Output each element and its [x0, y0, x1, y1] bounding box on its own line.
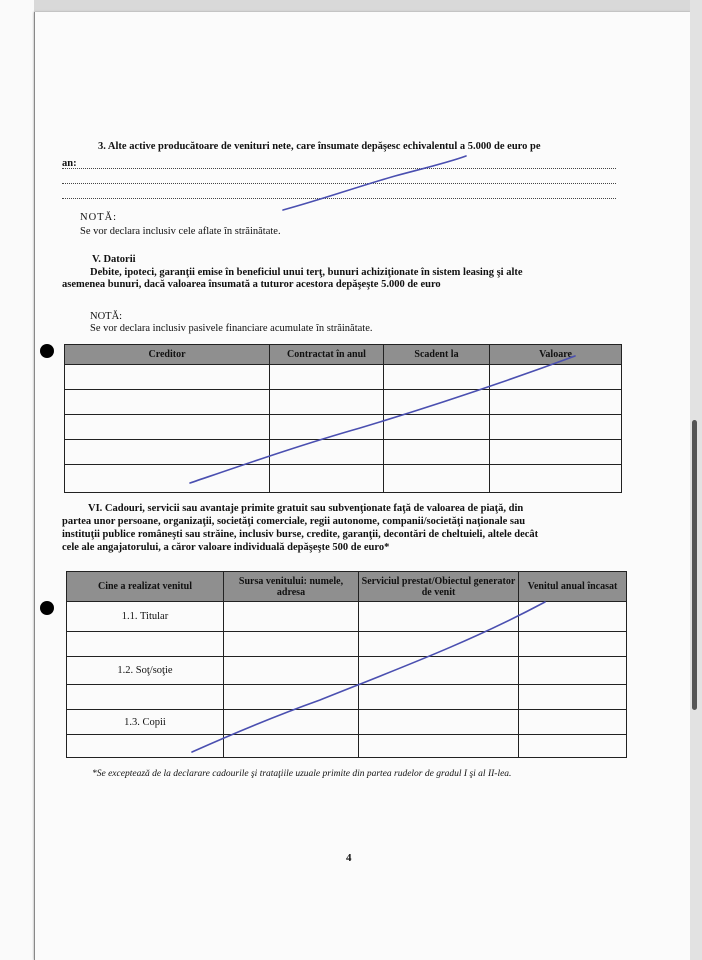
- col-header: Scadent la: [384, 345, 490, 365]
- nota-label: NOTĂ:: [90, 311, 123, 322]
- nota-label: NOTĂ:: [80, 212, 118, 223]
- scrollbar-thumb[interactable]: [692, 420, 697, 710]
- section6-line: instituţii publice româneşti sau străine, inclusiv burse, credite, garanţii, decontări de cheltuieli, altele decât: [62, 529, 539, 540]
- page-number: 4: [346, 852, 352, 864]
- table-row: [65, 365, 622, 390]
- table-row: [65, 390, 622, 415]
- table-row: [67, 657, 627, 685]
- datorii-table: [64, 344, 622, 493]
- footnote: *Se exceptează de la declarare cadourile şi trataţiile uzuale primite din partea rudelor de gradul I şi al II-lea.: [92, 769, 512, 779]
- col-header: Sursa venitului: numele, adresa: [224, 572, 359, 602]
- table-row: [65, 440, 622, 465]
- cadouri-table: [66, 571, 627, 758]
- bullet-marker: [40, 344, 54, 358]
- col-header: Contractat în anul: [270, 345, 384, 365]
- col-header: Cine a realizat venitul: [67, 572, 224, 602]
- nota-text: Se vor declara inclusiv cele aflate în străinătate.: [80, 226, 281, 237]
- table-row: [67, 632, 627, 657]
- row-label-sot: 1.2. Soţ/soţie: [67, 657, 224, 685]
- dotted-line: [62, 168, 616, 169]
- table-row: [67, 710, 627, 735]
- bullet-marker: [40, 601, 54, 615]
- section3-heading-cont: an:: [62, 158, 77, 169]
- section5-line: asemenea bunuri, dacă valoarea însumată a tuturor acestora depăşeşte 5.000 de euro: [62, 279, 441, 290]
- table-row: [65, 415, 622, 440]
- section5-line: Debite, ipoteci, garanţii emise în beneficiul unui terţ, bunuri achiziţionate în sistem leasing şi alte: [90, 267, 523, 278]
- section5-title: V. Datorii: [92, 254, 136, 265]
- col-header: Valoare: [490, 345, 622, 365]
- col-header: Serviciul prestat/Obiectul generator de venit: [359, 572, 519, 602]
- table-row: [65, 465, 622, 493]
- table-row: [67, 685, 627, 710]
- nota-text: Se vor declara inclusiv pasivele financiare acumulate în străinătate.: [90, 323, 373, 334]
- left-margin-strip: [0, 0, 34, 960]
- row-label-titular: 1.1. Titular: [67, 602, 224, 632]
- row-label-copii: 1.3. Copii: [67, 710, 224, 735]
- col-header: Creditor: [65, 345, 270, 365]
- table-row: [67, 602, 627, 632]
- dotted-line: [62, 183, 616, 184]
- section6-line: cele ale angajatorului, a căror valoare individuală depăşeşte 500 de euro*: [62, 542, 390, 553]
- section6-line: partea unor persoane, organizaţii, societăţi comerciale, regii autonome, companii/societăţi naţionale sau: [62, 516, 526, 527]
- section6-line: VI. Cadouri, servicii sau avantaje primite gratuit sau subvenţionate faţă de valoarea de piaţă, din: [88, 503, 524, 514]
- dotted-line: [62, 198, 616, 199]
- col-header: Venitul anual încasat: [519, 572, 627, 602]
- table-row: [67, 735, 627, 758]
- section3-heading: 3. Alte active producătoare de venituri nete, care însumate depăşesc echivalentul a 5.000 de euro pe: [98, 141, 541, 152]
